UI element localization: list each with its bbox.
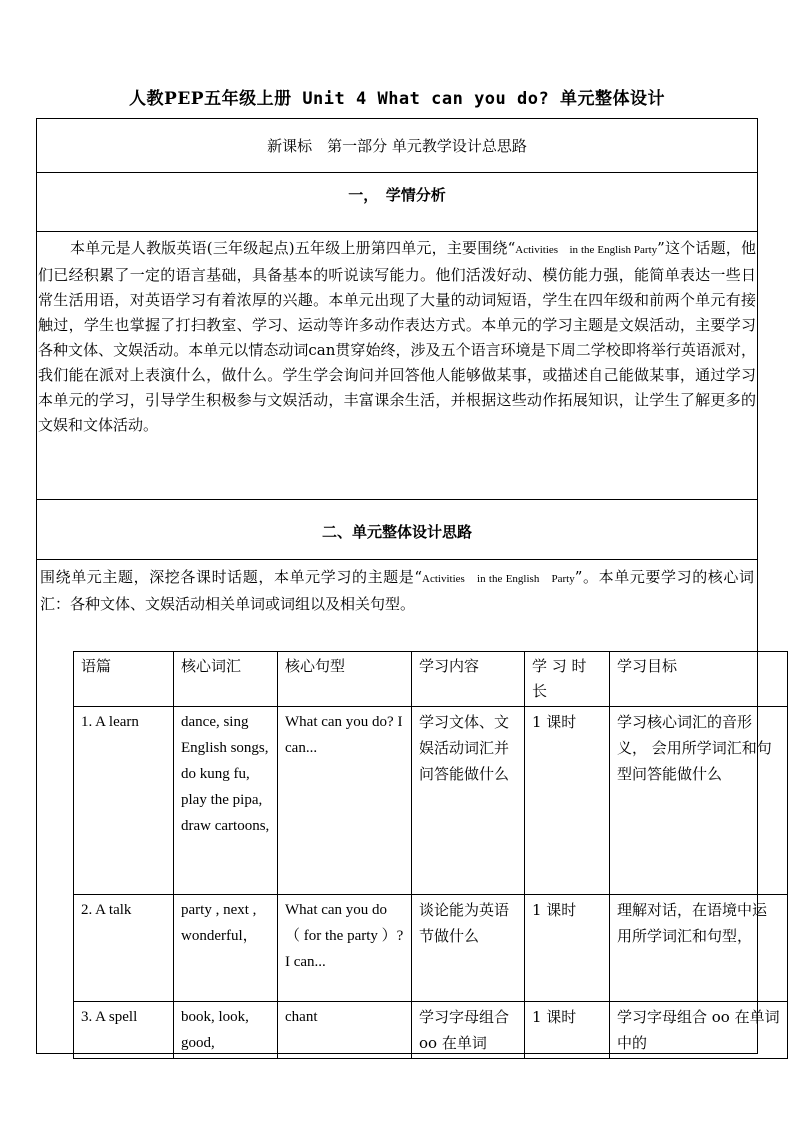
cell-vocab: book, look, good,: [174, 1002, 278, 1059]
cell-sentence: chant: [278, 1002, 412, 1059]
header-content: 学习内容: [412, 652, 525, 707]
section2-heading: 二、单元整体设计思路: [321, 523, 472, 541]
cell-content: 学习文体、文娱活动词汇并问答能做什么: [412, 707, 525, 895]
document-title: [0, 84, 794, 109]
cell-content: 学习字母组合 oo 在单词: [412, 1002, 525, 1059]
header-duration: 学 习 时 长: [525, 652, 610, 707]
cell-goal: 理解对话，在语境中运用所学词汇和句型，: [610, 895, 788, 1002]
cell-vocab: party , next , wonderful，: [174, 895, 278, 1002]
title-suffix: 单元整体设计: [559, 89, 665, 109]
title-prefix: 人教PEP五年级上册: [129, 89, 292, 109]
header-vocab: 核心词汇: [174, 652, 278, 707]
cell-goal: 学习字母组合 oo 在单词中的: [610, 1002, 788, 1059]
section-header-label: 新课标 第一部分 单元教学设计总思路: [267, 137, 527, 155]
divider: [37, 231, 757, 232]
cell-text: 1. A learn: [74, 707, 174, 895]
cell-text: 2. A talk: [74, 895, 174, 1002]
cell-goal: 学习核心词汇的音形义， 会用所学词汇和句型问答能做什么: [610, 707, 788, 895]
cell-duration: 1 课时: [525, 895, 610, 1002]
table-row: [74, 707, 788, 895]
header-sentence: 核心句型: [278, 652, 412, 707]
section1-heading: 一， 学情分析: [348, 186, 446, 204]
design-idea-paragraph: 围绕单元主题，深挖各课时话题，本单元学习的主题是“Activities in the English Party”。本单元要学习的核心词汇：各种文体、文娱活动相关单词或词组以及相关句型。: [40, 568, 755, 613]
cell-duration: 1 课时: [525, 1002, 610, 1059]
cell-content: 谈论能为英语节做什么: [412, 895, 525, 1002]
table-row: [74, 895, 788, 1002]
cell-vocab: dance, sing English songs, do kung fu, play the pipa, draw cartoons,: [174, 707, 278, 895]
learner-analysis-paragraph: 本单元是人教版英语(三年级起点)五年级上册第四单元，主要围绕“Activities in the English Party”这个话题，他们已经积累了一定的语言基础，具备基本的听说读写能力。他们活泼好动、模仿能力强，能简单表达一些日常生活用语，对英语学习有着浓厚的兴趣。本单元出现了大量的动词短语，学生在四年级和前两个单元有接触过，学生也掌握了打扫教室、学习、运动等许多动作表达方式。本单元的学习主题是文娱活动，主要学习各种文体、文娱活动。本单元以情态动词can贯穿始终，涉及五个语言环境是下周二学校即将举行英语派对，我们能在派对上表演什么，做什么。学生学会询问并回答他人能够做某事，或描述自己能做某事，通过学习本单元的学习，引导学生积极参与文娱活动，丰富课余生活，并根据这些动作拓展知识，让学生了解更多的文娱和文体活动。: [38, 239, 756, 434]
table-header-row: [74, 652, 788, 707]
design-outline-frame: [36, 118, 780, 1054]
cell-duration: 1 课时: [525, 707, 610, 895]
cell-text: 3. A spell: [74, 1002, 174, 1059]
divider: [37, 499, 757, 500]
cell-sentence: What can you do （ for the party ）? I can...: [278, 895, 412, 1002]
unit-plan-table: [73, 651, 788, 1059]
divider: [37, 172, 757, 173]
header-goal: 学习目标: [610, 652, 788, 707]
divider: [37, 559, 757, 560]
table-row: [74, 1002, 788, 1059]
cell-sentence: What can you do? I can...: [278, 707, 412, 895]
title-english: Unit 4 What can you do?: [291, 89, 560, 109]
header-text: 语篇: [74, 652, 174, 707]
